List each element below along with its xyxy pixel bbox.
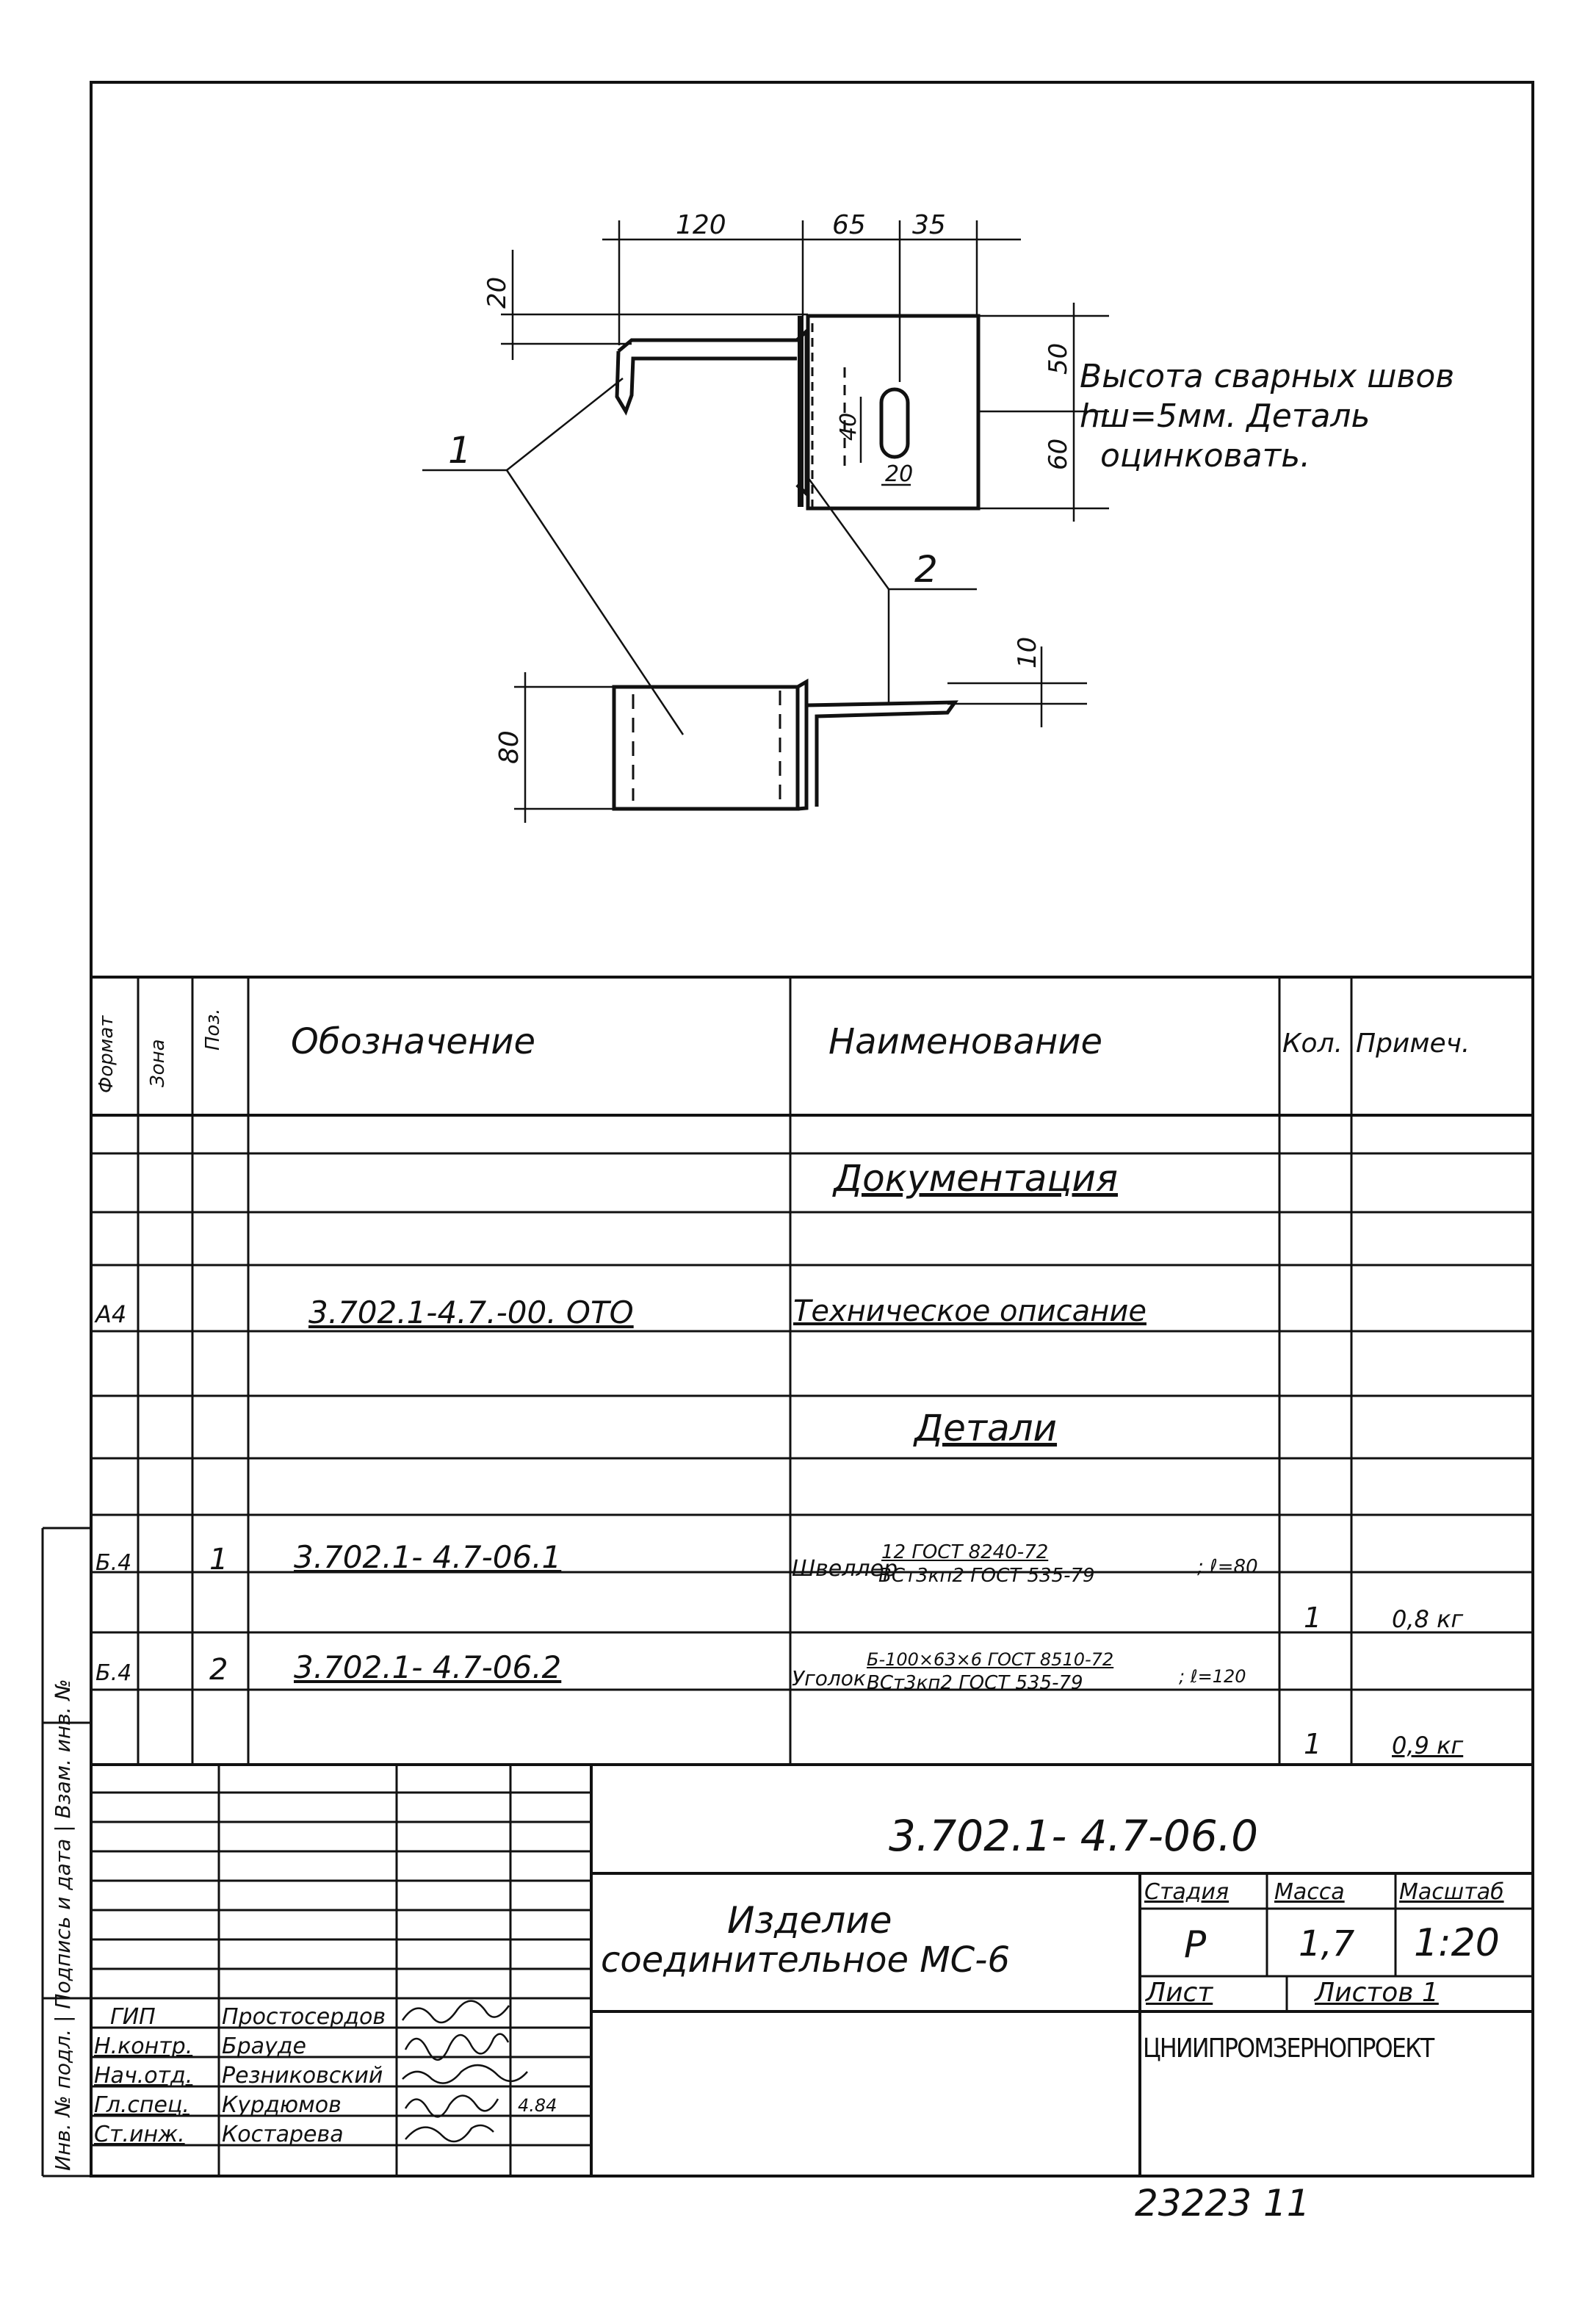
row2-designation: 3.702.1- 4.7-06.1	[294, 1539, 562, 1575]
sheets-label: Листов 1	[1315, 1978, 1439, 2008]
leader-lines	[422, 378, 977, 735]
mass-value: 1,7	[1299, 1923, 1355, 1964]
row3-note: 0,9 кг	[1392, 1732, 1464, 1759]
dim-40: 40	[836, 412, 862, 441]
header-name: Наименование	[828, 1021, 1103, 1062]
sheet-label: Лист	[1146, 1978, 1213, 2008]
row2-name-suffix: ; ℓ=80	[1197, 1556, 1258, 1578]
header-note: Примеч.	[1356, 1029, 1470, 1059]
row3-designation: 3.702.1- 4.7-06.2	[294, 1649, 562, 1685]
dim-120: 120	[676, 210, 726, 240]
drawing-note	[1080, 357, 1454, 476]
product-name-line2: соединительное МС-6	[601, 1939, 1011, 1981]
doc-number: 3.702.1- 4.7-06.0	[889, 1811, 1259, 1861]
note-line-2: hш=5мм. Деталь	[1080, 397, 1371, 435]
dim-35: 35	[912, 210, 946, 240]
row3-format: Б.4	[95, 1660, 132, 1686]
staff-name-3: Резниковский	[222, 2063, 383, 2089]
row3-pos: 2	[209, 1653, 228, 1687]
staff-name-1: Простосердов	[222, 2004, 386, 2030]
row3-name-top: Б-100×63×6 ГОСТ 8510-72	[867, 1649, 1114, 1670]
row2-pos: 1	[209, 1543, 228, 1577]
staff-role-5: Ст.инж.	[94, 2122, 185, 2147]
staff-role-4: Гл.спец.	[94, 2092, 189, 2118]
dim-20-top: 20	[483, 276, 512, 309]
row3-name-suffix: ; ℓ=120	[1179, 1666, 1246, 1687]
callout-pos-1: 1	[448, 429, 472, 472]
stage-label: Стадия	[1144, 1879, 1230, 1905]
header-zone: Зона	[147, 1039, 169, 1087]
row1-name: Техническое описание	[793, 1294, 1147, 1328]
part-drawing	[422, 220, 1109, 823]
footer-code: 23223 11	[1135, 2182, 1310, 2225]
section-documentation: Документация	[834, 1157, 1118, 1200]
header-pos: Поз.	[202, 1008, 224, 1051]
staff-name-2: Брауде	[222, 2034, 306, 2059]
header-qty: Кол.	[1282, 1029, 1343, 1059]
organization-name: ЦНИИПРОМЗЕРНОПРОЕКТ	[1143, 2034, 1434, 2064]
row3-qty: 1	[1304, 1728, 1322, 1760]
row2-qty: 1	[1304, 1602, 1322, 1634]
callout-pos-2: 2	[914, 548, 938, 591]
row1-format: А4	[95, 1300, 127, 1328]
section-parts: Детали	[914, 1407, 1058, 1449]
mass-label: Масса	[1274, 1879, 1345, 1905]
dim-50: 50	[1044, 342, 1073, 375]
row2-note: 0,8 кг	[1392, 1605, 1464, 1633]
staff-role-2: Н.контр.	[94, 2034, 193, 2059]
dim-65: 65	[832, 210, 866, 240]
row3-name-bottom: ВСт3кп2 ГОСТ 535-79	[867, 1672, 1083, 1694]
stage-value: Р	[1184, 1923, 1207, 1966]
staff-name-5: Костарева	[222, 2122, 344, 2147]
top-view	[617, 316, 978, 508]
bottom-view	[614, 682, 955, 809]
dim-10: 10	[1013, 636, 1042, 669]
staff-name-4: Курдюмов	[222, 2092, 342, 2118]
dim-20-slot: 20	[885, 461, 914, 487]
scale-value: 1:20	[1414, 1921, 1500, 1965]
header-format: Формат	[95, 1015, 118, 1093]
note-line-3: оцинковать.	[1100, 437, 1311, 475]
spec-table-grid	[91, 977, 1533, 1765]
row3-name-prefix: Уголок	[792, 1666, 866, 1690]
staff-role-1: ГИП	[110, 2004, 156, 2030]
staff-date-4: 4.84	[518, 2095, 557, 2116]
scale-label: Масштаб	[1399, 1879, 1504, 1905]
note-line-1: Высота сварных швов	[1080, 358, 1455, 395]
dim-60: 60	[1044, 438, 1073, 470]
staff-role-3: Нач.отд.	[94, 2063, 193, 2089]
side-stamp-text	[51, 1679, 75, 2171]
product-name-line1: Изделие	[727, 1899, 892, 1942]
dim-80: 80	[494, 730, 524, 764]
row2-name-bottom: ВСт3кп2 ГОСТ 535-79	[878, 1565, 1095, 1587]
row2-name-top: 12 ГОСТ 8240-72	[881, 1541, 1049, 1563]
header-designation: Обозначение	[291, 1021, 536, 1062]
side-stamp-label: Инв. № подл. | Подпись и дата | Взам. инв. №	[51, 1679, 75, 2171]
row2-format: Б.4	[95, 1550, 132, 1576]
signatures	[402, 2001, 527, 2142]
row2-name-prefix: Швеллер	[792, 1556, 898, 1582]
row1-designation: 3.702.1-4.7.-00. ОТО	[308, 1294, 634, 1330]
